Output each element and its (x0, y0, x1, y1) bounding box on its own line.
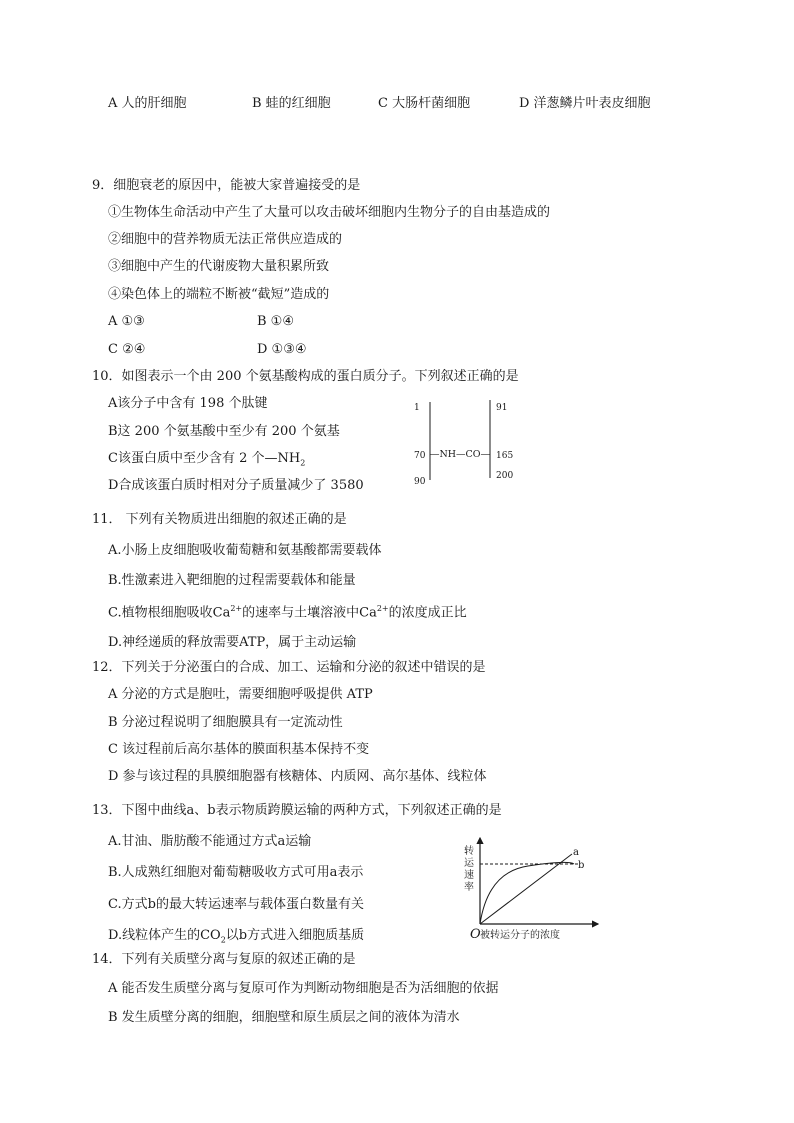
q13-option-d (108, 929, 364, 945)
q9-option-b: B ①④ (257, 314, 294, 329)
q10-option-d: D合成该蛋白质时相对分子质量减少了 3580 (108, 478, 364, 493)
q13-option-c: C.方式b的最大转运速率与载体蛋白数量有关 (108, 897, 364, 912)
q9-option-a: A ①③ (108, 314, 145, 329)
q13-option-a: A.甘油、脂肪酸不能通过方式a运输 (108, 834, 312, 849)
q10-option-b: B这 200 个氨基酸中至少有 200 个氨基 (108, 424, 340, 439)
q14-stem: 14．下列有关质壁分离与复原的叙述正确的是 (92, 952, 356, 967)
q9-statement-2: ②细胞中的营养物质无法正常供应造成的 (108, 232, 343, 247)
y-axis-label-1: 转 (464, 846, 474, 857)
protein-figure (410, 396, 530, 488)
q11-option-c-sup-1: 2+ (230, 604, 243, 613)
q12-option-c: C 该过程前后高尔基体的膜面积基本保持不变 (108, 742, 370, 757)
q8-option-b: B 蛙的红细胞 (252, 96, 331, 111)
q11-option-c-sup-2: 2+ (376, 604, 389, 613)
q11-option-d: D.神经递质的释放需要ATP，属于主动运输 (108, 635, 357, 650)
q10-option-c (108, 452, 305, 468)
peptide-bond-label: —NH—CO— (430, 450, 490, 460)
q11-option-c-mid: 的速率与土壤溶液中Ca (242, 605, 377, 621)
y-axis-label-3: 速 (464, 870, 474, 881)
q12-option-d: D 参与该过程的具膜细胞器有核糖体、内质网、高尔基体、线粒体 (108, 769, 487, 784)
q9-option-c: C ②④ (108, 342, 146, 357)
q14-option-b: B 发生质壁分离的细胞，细胞壁和原生质层之间的液体为清水 (108, 1010, 460, 1025)
q11-option-a: A.小肠上皮细胞吸收葡萄糖和氨基酸都需要载体 (108, 543, 382, 558)
q8-option-c: C 大肠杆菌细胞 (378, 96, 471, 111)
q9-statement-1: ①生物体生命活动中产生了大量可以攻击破坏细胞内生物分子的自由基造成的 (108, 205, 551, 220)
label-1: 1 (414, 403, 420, 413)
q10-option-c-text: C该蛋白质中至少含有 2 个— (108, 451, 278, 466)
curve-b-label: b (578, 860, 585, 871)
q8-option-d: D 洋葱鳞片叶表皮细胞 (519, 96, 651, 111)
q12-stem: 12．下列关于分泌蛋白的合成、加工、运输和分泌的叙述中错误的是 (92, 660, 486, 675)
q12-option-b: B 分泌过程说明了细胞膜具有一定流动性 (108, 715, 343, 730)
label-91: 91 (496, 403, 508, 413)
q10-option-c-sub: 2 (300, 458, 306, 468)
q9-statement-4: ④染色体上的端粒不断被“截短”造成的 (108, 287, 330, 302)
q13-stem: 13．下图中曲线a、b表示物质跨膜运输的两种方式，下列叙述正确的是 (92, 803, 502, 818)
q9-option-d: D ①③④ (257, 342, 307, 357)
q10-option-c-formula: NH (277, 451, 301, 466)
label-165: 165 (496, 451, 514, 461)
q11-option-b: B.性激素进入靶细胞的过程需要载体和能量 (108, 573, 356, 588)
q11-option-c (108, 605, 467, 619)
q13-option-d-end: 以b方式进入细胞质基质 (225, 928, 365, 943)
y-axis-label-4: 率 (464, 882, 474, 893)
curve-a (480, 854, 572, 924)
q10-stem: 10．如图表示一个由 200 个氨基酸构成的蛋白质分子。下列叙述正确的是 (92, 369, 519, 384)
y-axis-label-2: 运 (464, 858, 474, 869)
q13-option-d-sub: 2 (220, 935, 226, 945)
x-axis-label: 被转运分子的浓度 (480, 930, 560, 941)
curve-b (480, 862, 574, 924)
q9-stem: 9．细胞衰老的原因中，能被大家普遍接受的是 (92, 178, 361, 193)
label-90: 90 (414, 477, 426, 487)
q11-option-c-end: 的浓度成正比 (388, 605, 467, 621)
q11-stem: 11． 下列有关物质进出细胞的叙述正确的是 (92, 512, 347, 527)
q14-option-a: A 能否发生质壁分离与复原可作为判断动物细胞是否为活细胞的依据 (108, 981, 499, 996)
q8-option-a: A 人的肝细胞 (108, 96, 187, 111)
origin-label: O (470, 927, 481, 942)
transport-graph (462, 834, 604, 944)
curve-a-label: a (573, 847, 579, 858)
q9-statement-3: ③细胞中产生的代谢废物大量积累所致 (108, 259, 330, 274)
label-200: 200 (496, 471, 514, 481)
label-70: 70 (414, 451, 426, 461)
q13-option-d-text: D.线粒体产生的CO (108, 928, 221, 943)
q13-option-b: B.人成熟红细胞对葡萄糖吸收方式可用a表示 (108, 865, 364, 880)
q11-option-c-text: C.植物根细胞吸收Ca (108, 605, 231, 621)
q10-option-a: A该分子中含有 198 个肽键 (108, 396, 268, 411)
q12-option-a: A 分泌的方式是胞吐，需要细胞呼吸提供 ATP (108, 687, 373, 702)
